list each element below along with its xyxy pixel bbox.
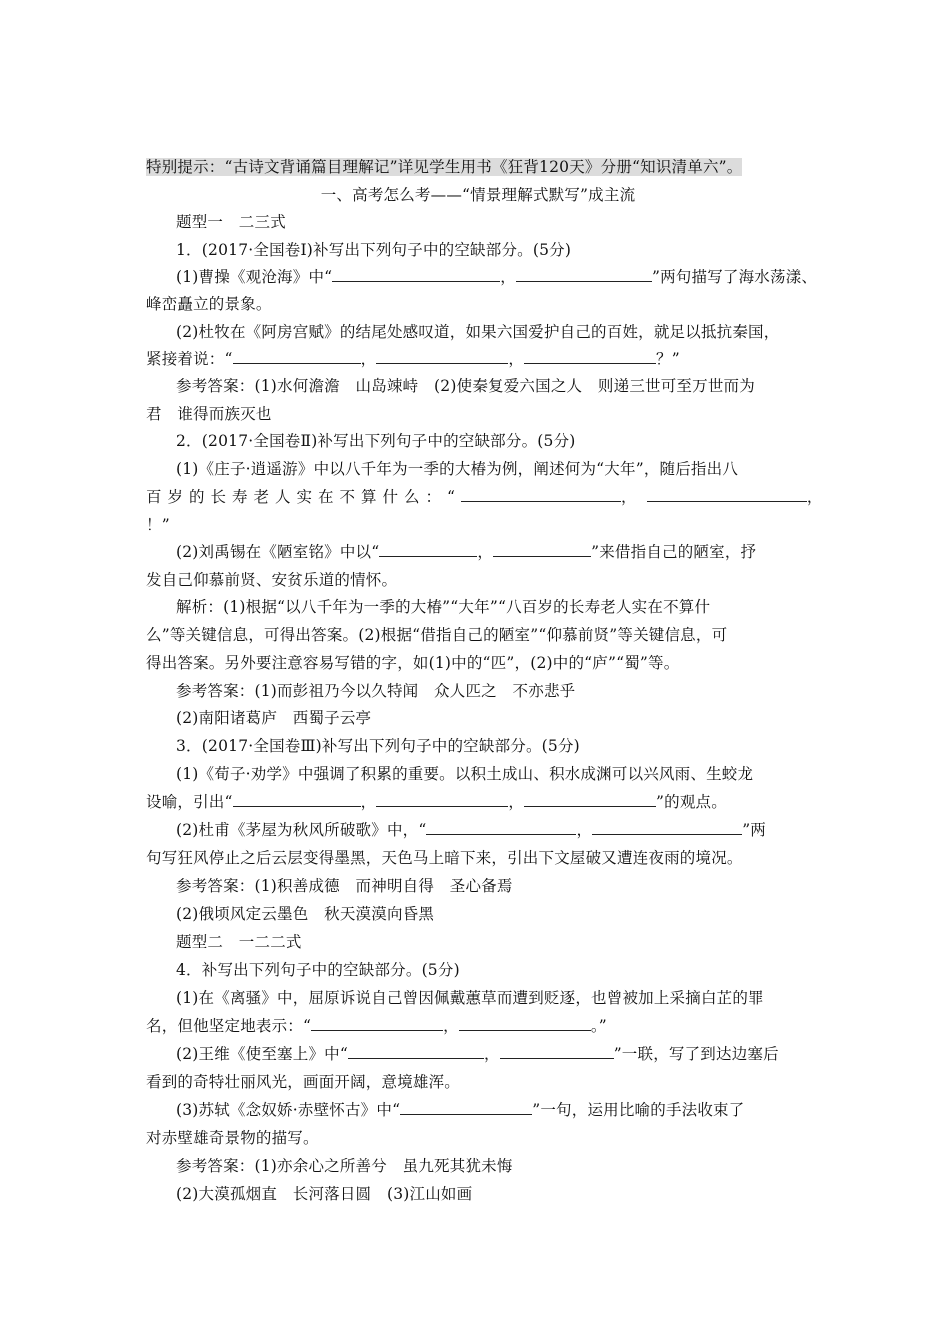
q3-part2-line1: (2)杜甫《茅屋为秋风所破歌》中，“ ， ”两 [176, 821, 767, 839]
answer-blank [400, 1101, 532, 1115]
q2-part1-line3: ！” [146, 516, 170, 534]
q2-answer-line2: (2)南阳诸葛庐 西蜀子云亭 [176, 709, 372, 727]
answer-blank [426, 821, 576, 835]
q2-part2-line2: 发自己仰慕前贤、安贫乐道的情怀。 [146, 571, 398, 589]
q2-part1-line2: 百岁的长寿老人实在不算什么：“ ， ， [146, 488, 823, 506]
q1-part2-line1: (2)杜牧在《阿房宫赋》的结尾处感叹道，如果六国爱护自己的百姓，就足以抵抗秦国， [176, 323, 780, 341]
answer-blank [332, 268, 500, 282]
question-type-1: 题型一 二三式 [176, 213, 286, 231]
answer-blank [524, 793, 656, 807]
q3-answer-line2: (2)俄顷风定云墨色 秋天漠漠向昏黑 [176, 905, 435, 923]
q4-part2-line2: 看到的奇特壮丽风光，画面开阔，意境雄浑。 [146, 1073, 461, 1091]
answer-blank [592, 821, 742, 835]
section-title: 一、高考怎么考——“情景理解式默写”成主流 [320, 186, 636, 204]
q2-part2-line1: (2)刘禹锡在《陋室铭》中以“ ， ”来借指自己的陋室，抒 [176, 543, 757, 561]
answer-blank [311, 1017, 443, 1031]
q3-part1-line1: (1)《荀子·劝学》中强调了积累的重要。以积土成山、积水成渊可以兴风雨、生蛟龙 [176, 765, 754, 783]
answer-blank [461, 488, 621, 502]
q1-answer-line1: 参考答案：(1)水何澹澹 山岛竦峙 (2)使秦复爱六国之人 则递三世可至万世而为 [176, 377, 755, 395]
answer-blank [459, 1017, 591, 1031]
q1-part1-line2: 峰峦矗立的景象。 [146, 295, 272, 313]
q4-answer-line2: (2)大漠孤烟直 长河落日圆 (3)江山如画 [176, 1185, 473, 1203]
q4-answer-line1: 参考答案：(1)亦余心之所善兮 虽九死其犹未悔 [176, 1157, 513, 1175]
answer-blank [524, 350, 656, 364]
q1-part1-line1: (1)曹操《观沧海》中“ ， ”两句描写了海水荡漾、 [176, 268, 818, 286]
q1-part2-line2: 紧接着说：“ ， ， ？” [146, 350, 680, 368]
q1-answer-line2: 君 谁得而族灭也 [146, 405, 272, 423]
answer-blank [376, 793, 508, 807]
question-type-2: 题型二 一二二式 [176, 933, 302, 951]
answer-blank [233, 793, 361, 807]
answer-blank [516, 268, 652, 282]
q4-part1-line2: 名，但他坚定地表示：“ ， 。” [146, 1017, 607, 1035]
q1-heading: 1．(2017·全国卷Ⅰ)补写出下列句子中的空缺部分。(5分) [176, 241, 572, 259]
answer-blank [376, 350, 508, 364]
answer-blank [500, 1045, 614, 1059]
notice-highlight: 特别提示：“古诗文背诵篇目理解记”详见学生用书《狂背120天》分册“知识清单六”。 [146, 158, 743, 176]
answer-blank [348, 1045, 484, 1059]
q2-answer-line1: 参考答案：(1)而彭祖乃今以久特闻 众人匹之 不亦悲乎 [176, 682, 576, 700]
answer-blank [647, 488, 807, 502]
q2-heading: 2．(2017·全国卷Ⅱ)补写出下列句子中的空缺部分。(5分) [176, 432, 576, 450]
q2-explanation-line3: 得出答案。另外要注意容易写错的字，如(1)中的“匹”，(2)中的“庐”“蜀”等。 [146, 654, 680, 672]
q3-heading: 3．(2017·全国卷Ⅲ)补写出下列句子中的空缺部分。(5分) [176, 737, 580, 755]
answer-blank [493, 543, 591, 557]
q4-part1-line1: (1)在《离骚》中，屈原诉说自己曾因佩戴蕙草而遭到贬逐，也曾被加上采摘白芷的罪 [176, 989, 764, 1007]
notice-line [146, 157, 810, 177]
q4-part3-line2: 对赤壁雄奇景物的描写。 [146, 1129, 319, 1147]
q2-explanation-line1: 解析：(1)根据“以八千年为一季的大椿”“大年”“八百岁的长寿老人实在不算什 [176, 598, 711, 616]
q4-part2-line1: (2)王维《使至塞上》中“ ， ”一联，写了到达边塞后 [176, 1045, 779, 1063]
q4-part3-line1: (3)苏轼《念奴娇·赤壁怀古》中“ ”一句，运用比喻的手法收束了 [176, 1101, 745, 1119]
q3-part1-line2: 设喻，引出“ ， ， ”的观点。 [146, 793, 727, 811]
q3-answer-line1: 参考答案：(1)积善成德 而神明自得 圣心备焉 [176, 877, 513, 895]
answer-blank [233, 350, 361, 364]
q2-part1-line1: (1)《庄子·逍遥游》中以八千年为一季的大椿为例，阐述何为“大年”，随后指出八 [176, 460, 739, 478]
answer-blank [379, 543, 477, 557]
q2-explanation-line2: 么”等关键信息，可得出答案。(2)根据“借指自己的陋室”“仰慕前贤”等关键信息，可 [146, 626, 728, 644]
q4-heading: 4．补写出下列句子中的空缺部分。(5分) [176, 961, 460, 979]
q3-part2-line2: 句写狂风停止之后云层变得墨黑，天色马上暗下来，引出下文屋破又遭连夜雨的境况。 [146, 849, 743, 867]
